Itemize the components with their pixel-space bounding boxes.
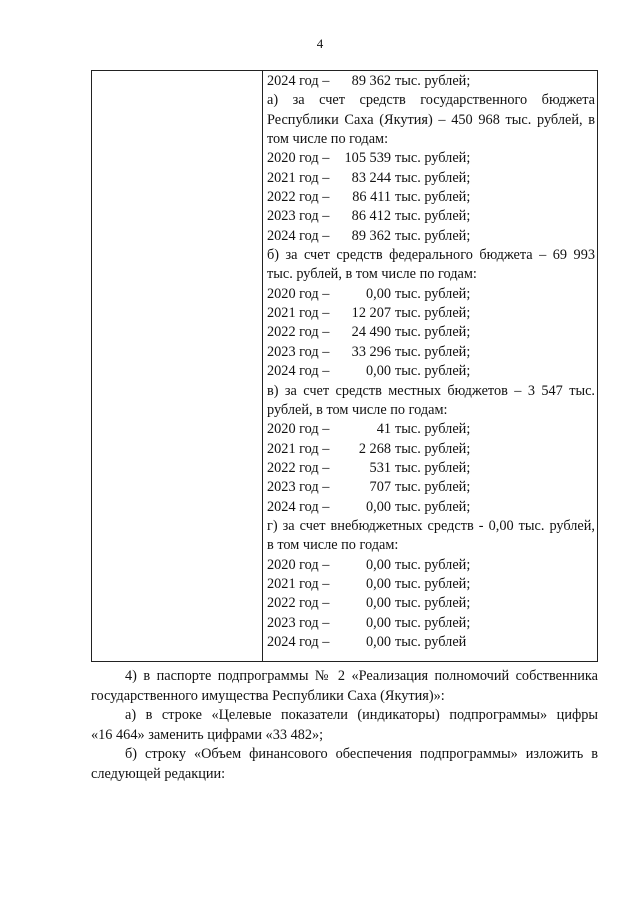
item-b-paragraph [91,745,598,784]
funding-text-line: в том числе по годам: [267,537,399,554]
funding-year-row [267,149,595,168]
funding-year-row [267,227,595,246]
amount-value: 2 268 [358,440,391,457]
amount-value: 0,00 [365,285,391,302]
amount-value: 83 244 [351,169,391,186]
year-label: 2022 год – [267,189,330,206]
funding-year-row [267,614,595,633]
funding-year-row [267,633,595,652]
amount-unit: тыс. рублей; [395,363,471,380]
funding-text-line: г) за счет внебюджетных средств - 0,00 тыс. рублей, [267,517,595,534]
item-4-line-2: государственного имущества Республики Саха (Якутия)»: [91,687,445,704]
page-number: 4 [316,36,324,51]
amount-value: 0,00 [365,614,391,631]
funding-year-row [267,575,595,594]
item-4-line-1: 4) в паспорте подпрограммы № 2 «Реализация полномочий собственника [125,668,598,684]
amount-value: 105 539 [344,150,391,167]
amount-unit: тыс. рублей; [395,285,471,302]
year-label: 2022 год – [267,324,330,341]
item-a-paragraph [91,706,598,745]
amount-unit: тыс. рублей; [395,595,471,612]
item-4-paragraph [91,667,598,706]
amount-value: 24 490 [351,324,391,341]
funding-year-row [267,420,595,439]
amount-value: 531 [369,459,391,476]
amount-unit: тыс. рублей; [395,189,471,206]
year-label: 2024 год – [267,227,330,244]
item-b-line-2: следующей редакции: [91,765,226,782]
amount-value: 0,00 [365,363,391,380]
amount-unit: тыс. рублей; [395,227,471,244]
amount-unit: тыс. рублей; [395,459,471,476]
year-label: 2020 год – [267,150,330,167]
amount-unit: тыс. рублей; [395,169,471,186]
year-label: 2024 год – [267,498,330,515]
amount-unit: тыс. рублей; [395,343,471,360]
funding-year-row [267,362,595,381]
amount-unit: тыс. рублей; [395,498,471,515]
amount-unit: тыс. рублей; [395,479,471,496]
funding-text-line: рублей, в том числе по годам: [267,401,448,418]
amount-unit: тыс. рублей; [395,421,471,438]
year-label: 2022 год – [267,595,330,612]
funding-year-row [267,323,595,342]
funding-text-line: том числе по годам: [267,131,389,148]
year-label: 2020 год – [267,285,330,302]
funding-table [91,70,598,662]
year-label: 2023 год – [267,208,330,225]
funding-year-row [267,285,595,304]
funding-year-row [267,169,595,188]
funding-text-line: Республики Саха (Якутия) – 450 968 тыс. рублей, в [267,111,595,128]
funding-text-line: тыс. рублей, в том числе по годам: [267,266,477,283]
item-a-line-2: «16 464» заменить цифрами «33 482»; [91,726,324,743]
funding-year-row [267,498,595,517]
amount-value: 89 362 [351,227,391,244]
body-text [91,667,598,784]
funding-text-line: в) за счет средств местных бюджетов – 3 547 тыс. [267,382,595,399]
funding-year-row [267,343,595,362]
amount-value: 0,00 [365,633,391,650]
column-divider [262,71,263,661]
amount-unit: тыс. рублей; [395,208,471,225]
amount-value: 41 [376,421,391,438]
funding-year-row [267,594,595,613]
year-label: 2024 год – [267,633,330,650]
funding-text-line: б) за счет средств федерального бюджета – 69 993 [267,247,595,264]
funding-details-cell [267,72,595,652]
amount-value: 0,00 [365,556,391,573]
year-label: 2020 год – [267,421,330,438]
amount-value: 86 411 [352,189,391,206]
year-label: 2020 год – [267,556,330,573]
funding-year-row [267,72,595,91]
amount-unit: тыс. рублей; [395,556,471,573]
year-label: 2023 год – [267,614,330,631]
funding-year-row [267,478,595,497]
amount-value: 707 [369,479,391,496]
year-label: 2021 год – [267,440,330,457]
amount-unit: тыс. рублей; [395,150,471,167]
amount-value: 89 362 [351,73,391,89]
funding-year-row [267,304,595,323]
year-label: 2023 год – [267,343,330,360]
amount-value: 86 412 [351,208,391,225]
amount-unit: тыс. рублей; [395,305,471,322]
year-label: 2024 год – [267,73,330,89]
amount-unit: тыс. рублей; [395,324,471,341]
amount-unit: тыс. рублей; [395,73,471,89]
amount-value: 0,00 [365,575,391,592]
amount-value: 0,00 [365,595,391,612]
amount-unit: тыс. рублей; [395,614,471,631]
year-label: 2021 год – [267,575,330,592]
item-a-line-1: а) в строке «Целевые показатели (индикаторы) подпрограммы» цифры [125,707,598,723]
funding-year-row [267,207,595,226]
amount-unit: тыс. рублей; [395,440,471,457]
year-label: 2022 год – [267,459,330,476]
year-label: 2023 год – [267,479,330,496]
amount-unit: тыс. рублей; [395,575,471,592]
amount-unit: тыс. рублей [395,633,467,650]
year-label: 2021 год – [267,169,330,186]
funding-year-row [267,188,595,207]
amount-value: 12 207 [351,305,391,322]
amount-value: 33 296 [351,343,391,360]
year-label: 2021 год – [267,305,330,322]
amount-value: 0,00 [365,498,391,515]
year-label: 2024 год – [267,363,330,380]
funding-year-row [267,459,595,478]
funding-text-line: а) за счет средств государственного бюджета [267,92,595,109]
item-b-line-1: б) строку «Объем финансового обеспечения подпрограммы» изложить в [125,746,598,762]
funding-year-row [267,556,595,575]
funding-year-row [267,440,595,459]
